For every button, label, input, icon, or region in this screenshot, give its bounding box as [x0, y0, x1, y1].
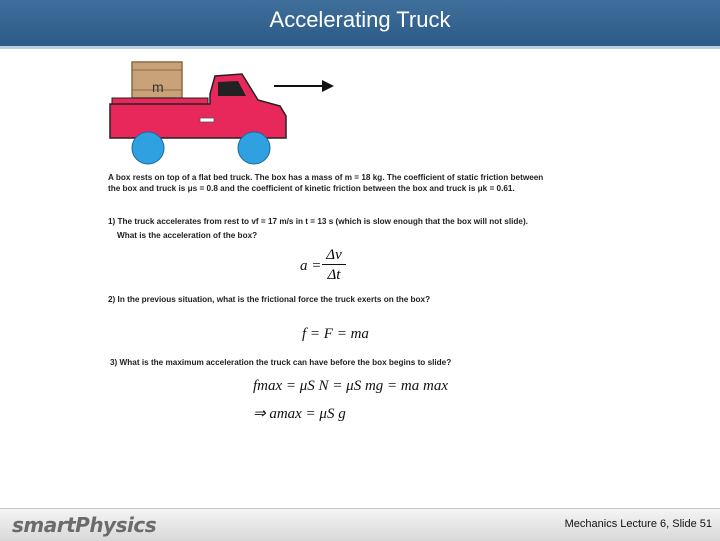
- eq1-lhs: a =: [300, 258, 322, 274]
- equation-max-friction: fmax = μS N = μS mg = ma max: [253, 378, 448, 394]
- eq1-numerator: Δv: [322, 247, 346, 265]
- slide-title: Accelerating Truck: [269, 7, 451, 32]
- direction-arrow-icon: [274, 80, 334, 92]
- equation-friction: f = F = ma: [302, 326, 369, 342]
- question-1-line2: What is the acceleration of the box?: [117, 231, 258, 240]
- smartphysics-logo: smartPhysics: [12, 513, 157, 537]
- rear-wheel: [132, 132, 164, 164]
- slide-footer: [0, 508, 720, 541]
- question-2: 2) In the previous situation, what is the frictional force the truck exerts on the box?: [108, 295, 431, 304]
- eq1-denominator: Δt: [327, 267, 341, 283]
- box-graphic: [132, 62, 182, 98]
- question-3: 3) What is the maximum acceleration the truck can have before the box begins to slide?: [110, 358, 452, 367]
- problem-text-line2: the box and truck is μs = 0.8 and the coefficient of kinetic friction between the box and truck is μk = 0.61.: [108, 184, 515, 193]
- question-1-line1: 1) The truck accelerates from rest to vf = 17 m/s in t = 13 s (which is slow enough that the box will not slide).: [108, 217, 528, 226]
- equation-max-acceleration: ⇒ amax = μS g: [253, 406, 346, 422]
- truck-illustration: [100, 56, 350, 168]
- problem-text-line1: A box rests on top of a flat bed truck. The box has a mass of m = 18 kg. The coefficient of static friction between: [108, 173, 544, 182]
- slide-header: [0, 0, 720, 49]
- box-label: m: [152, 79, 164, 95]
- front-wheel: [238, 132, 270, 164]
- slide-number-label: Mechanics Lecture 6, Slide 51: [564, 518, 712, 530]
